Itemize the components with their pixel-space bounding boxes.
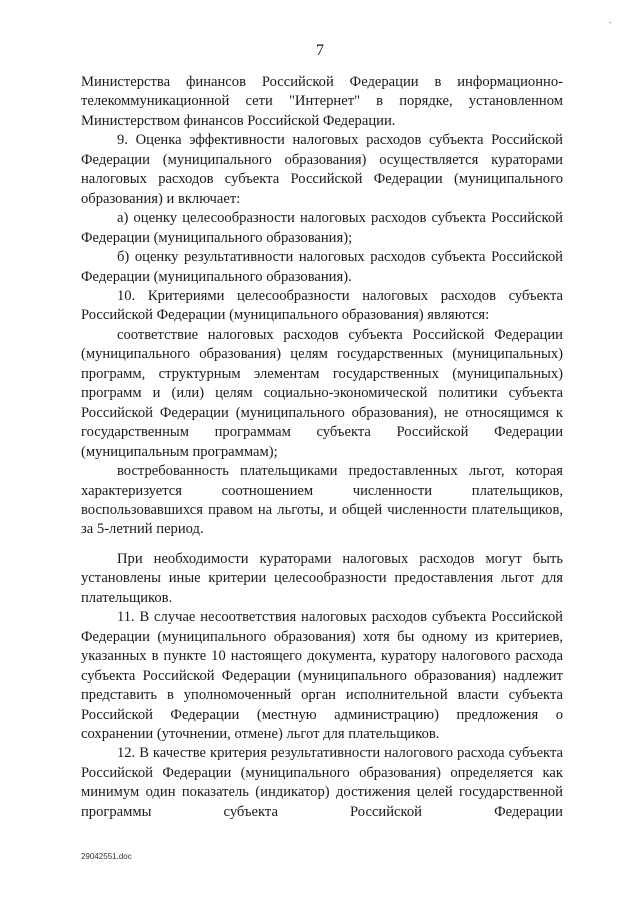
corner-mark: - xyxy=(609,18,612,27)
document-body xyxy=(81,73,563,822)
paragraph: соответствие налоговых расходов субъекта Российской Федерации (муниципального образования) целям государственных (муниципальных) программ, структурным элементам государственных (муниципальных) программ и (или) целям социально-экономической политики субъекта Российской Федерации (муниципального образования), не относящимся к государственным программам субъекта Российской Федерации (муниципальным программам); xyxy=(81,326,563,460)
paragraph: При необходимости кураторами налоговых расходов могут быть установлены иные критерии целесообразности предоставления льгот для плательщиков. xyxy=(81,550,563,606)
paragraph: 10. Критериями целесообразности налоговых расходов субъекта Российской Федерации (муниципального образования) являются: xyxy=(81,287,563,324)
paragraph: 9. Оценка эффективности налоговых расходов субъекта Российской Федерации (муниципального образования) осуществляется кураторами налоговых расходов субъекта Российской Федерации (муниципального образования) и включает: xyxy=(81,132,563,207)
paragraph-item-b: б) оценку результативности налоговых расходов субъекта Российской Федерации (муниципального образования). xyxy=(81,249,563,285)
footer-doc-id: 29042551.doc xyxy=(81,852,132,861)
page-number: 7 xyxy=(316,42,324,59)
paragraph-item-a: а) оценку целесообразности налоговых расходов субъекта Российской Федерации (муниципального образования); xyxy=(81,210,563,246)
paragraph: востребованность плательщиками предоставленных льгот, которая характеризуется соотношением численности плательщиков, воспользовавшихся правом на льготы, и общей численности плательщиков, за 5-летний период. xyxy=(81,463,563,538)
paragraph: 11. В случае несоответствия налоговых расходов субъекта Российской Федерации (муниципального образования) хотя бы одному из критериев, указанных в пункте 10 настоящего документа, куратору налогового расхода субъекта Российской Федерации (муниципального образования) надлежит представить в уполномоченный орган исполнительной власти субъекта Российской Федерации (местную администрацию) предложения о сохранении (уточнении, отмене) льгот для плательщиков. xyxy=(81,609,563,742)
paragraph: Министерства финансов Российской Федерации в информационно-телекоммуникационной сети "Интернет" в порядке, установленном Министерством финансов Российской Федерации. xyxy=(81,74,563,129)
paragraph-last: 12. В качестве критерия результативности налогового расхода субъекта Российской Федерации (муниципального образования) определяется как минимум один показатель (индикатор) достижения целей государственной программы субъекта Российской Федерации xyxy=(81,745,563,820)
